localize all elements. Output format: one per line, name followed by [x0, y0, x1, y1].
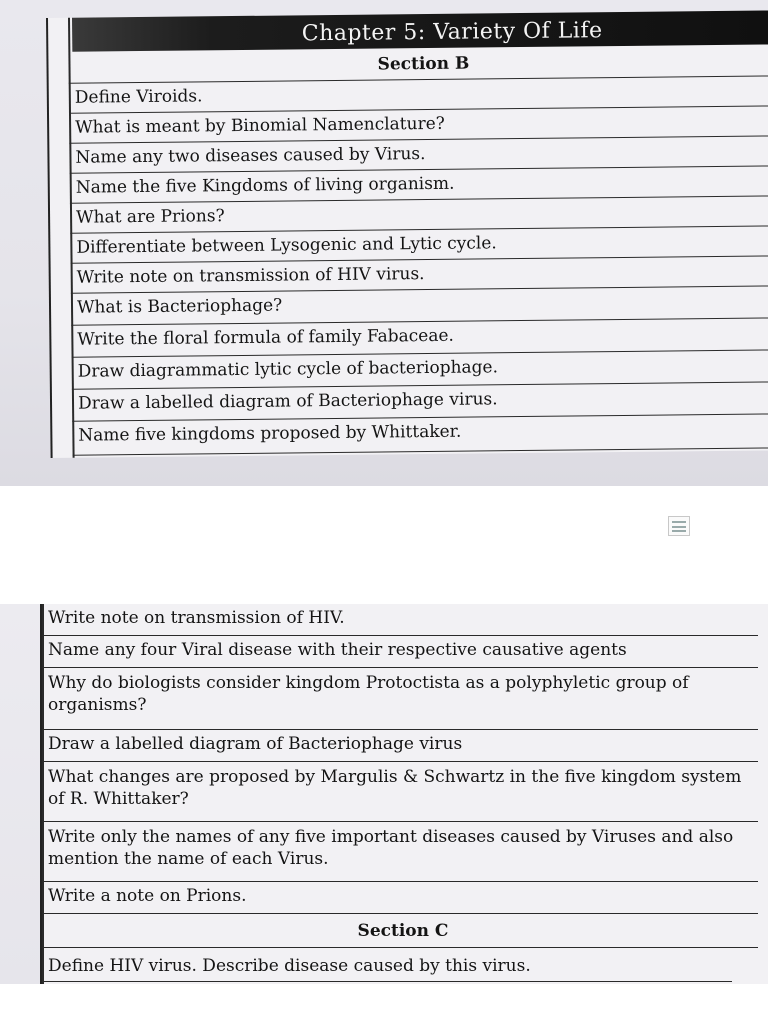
question-row: Write the floral formula of family Fabaceae.	[71, 318, 768, 357]
scanner-stamp	[668, 516, 690, 536]
bottom-question-sheet	[40, 604, 768, 984]
question-row: Write only the names of any five important diseases caused by Viruses and also mention the name of each Virus.	[42, 822, 758, 882]
question-row: What are Prions?	[70, 196, 768, 233]
question-row: Name five kingdoms proposed by Whittaker.	[72, 414, 768, 455]
chapter-title-bar	[72, 10, 768, 51]
question-row: Name the five Kingdoms of living organism.	[70, 166, 768, 203]
question-row: What is meant by Binomial Namenclature?	[69, 106, 768, 143]
top-question-sheet	[46, 10, 768, 458]
question-row: Draw a labelled diagram of Bacteriophage virus.	[72, 382, 768, 421]
section-b-heading: Section B	[68, 46, 768, 83]
chapter-title: Chapter 5: Variety Of Life	[301, 18, 603, 47]
question-row: Name any four Viral disease with their respective causative agents	[42, 636, 758, 668]
question-row: What is Bacteriophage?	[71, 286, 768, 325]
section-c-heading: Section C	[42, 914, 758, 948]
bottom-photo	[0, 604, 768, 984]
question-row: Write note on transmission of HIV virus.	[71, 256, 768, 293]
question-row: Name any two diseases caused by Virus.	[69, 136, 768, 173]
question-row: Differentiate between Lysogenic and Lytic cycle.	[70, 226, 768, 263]
question-row: Define HIV virus. Describe disease caused by this virus.	[42, 948, 732, 982]
question-row: What changes are proposed by Margulis & Schwartz in the five kingdom system of R. Whittaker?	[42, 762, 758, 822]
question-row: Write a note on Prions.	[42, 882, 758, 914]
question-row: Define Viroids.	[69, 76, 768, 113]
question-row: Why do biologists consider kingdom Protoctista as a polyphyletic group of organisms?	[42, 668, 758, 730]
question-row: Draw a labelled diagram of Bacteriophage virus	[42, 730, 758, 762]
top-photo	[0, 0, 768, 486]
question-row: Draw diagrammatic lytic cycle of bacteriophage.	[72, 350, 768, 389]
question-row: Write note on transmission of HIV.	[42, 604, 758, 636]
